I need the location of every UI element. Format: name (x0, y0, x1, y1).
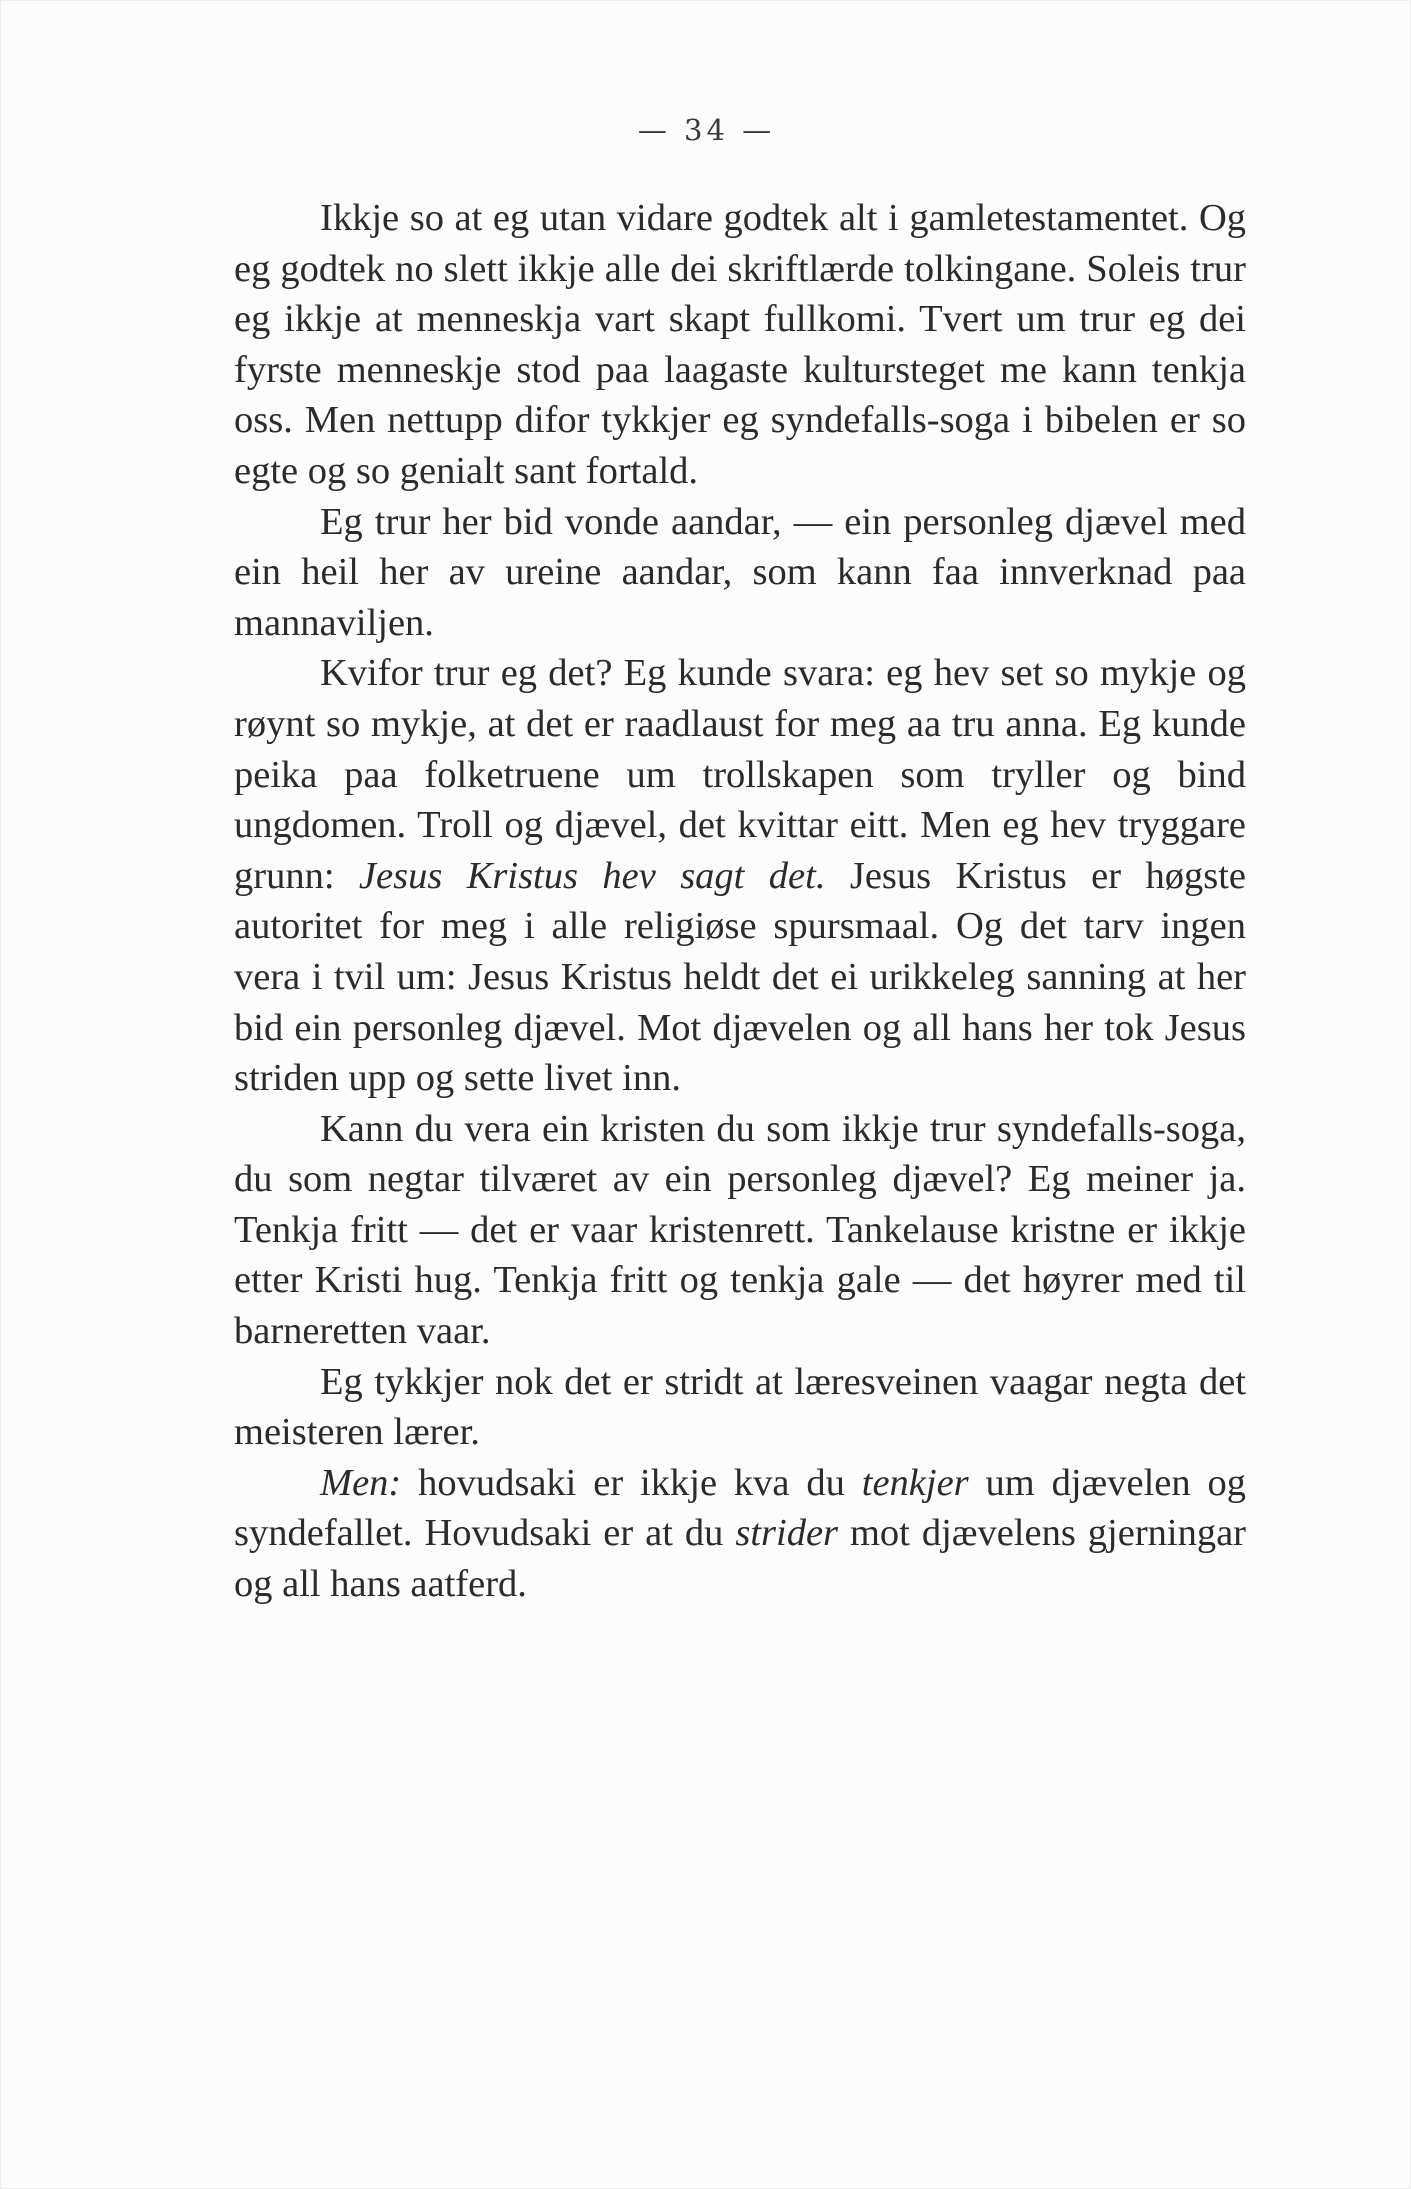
text-run: mot djævelens gjerningar og all hans aatferd. (234, 1512, 1246, 1606)
paragraph (234, 1104, 1246, 1357)
text-run: Ikkje so at eg utan vidare godtek alt i gamletestamentet. Og eg godtek no slett ikkje alle dei skriftlærde tolkingane. Soleis trur eg ikkje at menneskja vart skapt fullkomi. Tvert um trur eg dei fyrste menneskje stod paa laagaste kultursteget me kann tenkja oss. Men nettupp difor tykkjer eg syndefalls-soga i bibelen er so egte og so genialt sant fortald. (234, 197, 1246, 492)
text-run: Kann du vera ein kristen du som ikkje trur syndefalls-soga, du som negtar tilværet av ein personleg djævel? Eg meiner ja. Tenkja fritt — det er vaar kristenrett. Tankelause kristne er ikkje etter Kristi hug. Tenkja fritt og tenkja gale — det høyrer med til barneretten vaar. (234, 1107, 1246, 1353)
paragraph (234, 1357, 1246, 1458)
text-run: Kvifor trur eg det? Eg kunde svara: eg hev set so mykje og røynt so mykje, at det er raadlaust for meg aa tru anna. Eg kunde peika paa folketruene um trollskapen som tryller og bind ungdomen. Troll og djævel, det kvittar eitt. Men eg hev tryggare grunn: (234, 652, 1246, 897)
body-text (234, 193, 1246, 1610)
text-run: Eg tykkjer nok det er stridt at læresveinen vaagar negta det meisteren lærer. (234, 1360, 1246, 1454)
italic-text: Jesus Kristus hev sagt det. (358, 854, 826, 897)
text-run: um djævelen og syndefallet. Hovudsaki er at du (234, 1461, 1246, 1555)
italic-text: tenkjer (861, 1461, 969, 1504)
text-run: Jesus Kristus er høgste autoritet for meg i alle religiøse spursmaal. Og det tarv ingen vera i tvil um: Jesus Kristus heldt det ei urikkeleg sanning at her bid ein personleg djævel. Mot djævelen og all hans her tok Jesus striden upp og sette livet inn. (234, 854, 1246, 1100)
italic-text: Men: (320, 1461, 402, 1504)
paragraph (234, 1458, 1246, 1610)
text-run: hovudsaki er ikkje kva du (401, 1461, 862, 1504)
page-number: — 34 — (637, 113, 776, 147)
italic-text: strider (735, 1512, 839, 1555)
paragraph (234, 193, 1246, 497)
text-run: Eg trur her bid vonde aandar, — ein personleg djævel med ein heil her av ureine aandar, som kann faa innverknad paa mannaviljen. (234, 500, 1246, 644)
paragraph (234, 497, 1246, 649)
paragraph (234, 648, 1246, 1103)
